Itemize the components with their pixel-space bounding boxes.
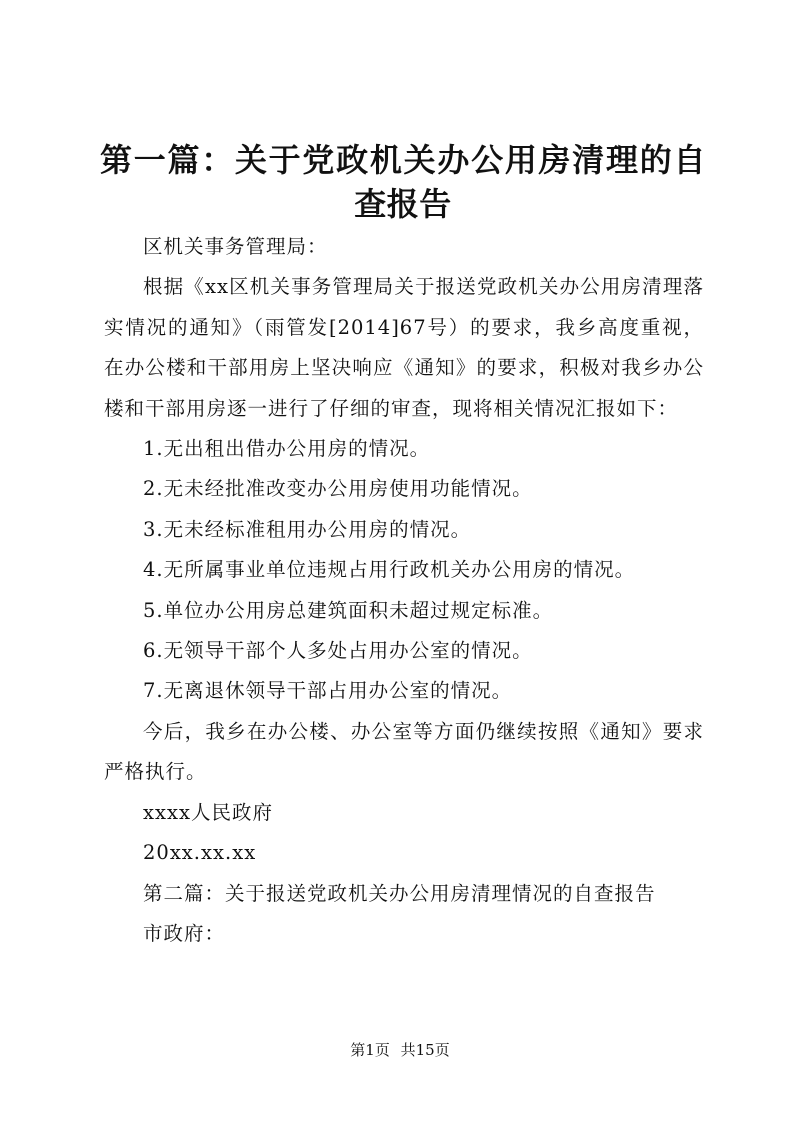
second-article-title: 第二篇：关于报送党政机关办公用房清理情况的自查报告 <box>143 881 656 905</box>
list-item: 5.单位办公用房总建筑面积未超过规定标准。 <box>143 598 554 622</box>
list-item: 7.无离退休领导干部占用办公室的情况。 <box>143 679 513 703</box>
page-number: 第1页 <box>350 1041 390 1059</box>
list-item: 2.无未经批准改变办公用房使用功能情况。 <box>143 477 533 501</box>
document-body <box>104 227 704 954</box>
signature-date: 20xx.xx.xx <box>143 841 257 865</box>
salutation: 区机关事务管理局： <box>143 235 328 258</box>
list-item: 1.无出租出借办公用房的情况。 <box>143 437 431 461</box>
page-total: 共15页 <box>400 1041 450 1059</box>
signature-organization: xxxx人民政府 <box>143 800 273 824</box>
document-title: 第一篇：关于党政机关办公用房清理的自查报告 <box>100 141 706 223</box>
page-footer <box>0 1040 800 1060</box>
list-item: 6.无领导干部个人多处占用办公室的情况。 <box>143 639 533 663</box>
list-item: 4.无所属事业单位违规占用行政机关办公用房的情况。 <box>143 558 636 582</box>
list-item: 3.无未经标准租用办公用房的情况。 <box>143 517 472 541</box>
intro-paragraph: 根据《xx区机关事务管理局关于报送党政机关办公用房清理落实情况的通知》（雨管发[2014]67号）的要求，我乡高度重视，在办公楼和干部用房上坚决响应《通知》的要求，积极对我乡办公楼和干部用房逐一进行了仔细的审查，现将相关情况汇报如下： <box>104 275 704 420</box>
second-article-salutation: 市政府： <box>143 921 226 945</box>
closing-paragraph: 今后，我乡在办公楼、办公室等方面仍继续按照《通知》要求严格执行。 <box>104 719 704 784</box>
